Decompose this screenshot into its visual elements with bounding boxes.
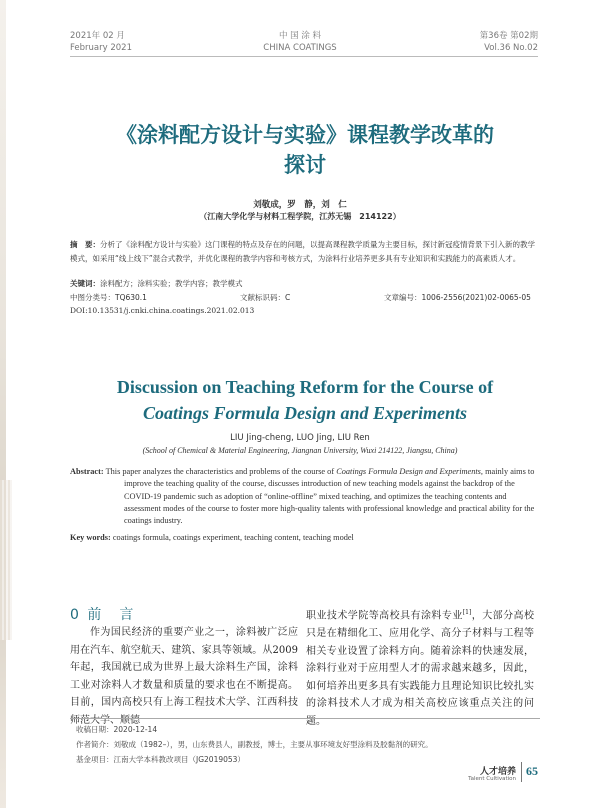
clc-number: 中图分类号：TQ630.1 [70,293,147,302]
footnote-author-bio: 作者简介：刘敬成（1982–），男，山东费县人，副教授，博士，主要从事环境友好型涂料及胶黏剂的研究。 [76,740,433,749]
citation-marker: [1] [462,609,472,616]
header-volume-en: Vol.36 No.02 [484,43,538,53]
body-right-text-after: ，大部分高校只是在精细化工、应用化学、高分子材料与工程等相关专业设置了涂料方向。随着涂料的快速发展，涂料行业对于应用型人才的需求越来越多，因此，如何培养出更多具有实践能力且理论知识比较扎实的涂料技术人才成为相关高校应该重点关注的问题。 [306,610,535,727]
page-edge-strip [0,0,6,808]
abstract-en-text-before: This paper analyzes the characteristics and problems of the course of [103,467,337,476]
document-code: 文献标识码：C [240,293,291,302]
keywords-cn [70,278,243,289]
keywords-en-text: coatings formula, coatings experiment, teaching content, teaching model [110,533,354,542]
article-title-en [70,374,540,426]
footnote-funding: 基金项目：江南大学本科教改项目（JG2019053） [76,755,245,764]
header-volume [480,30,538,54]
abstract-cn-text: 分析了《涂料配方设计与实验》这门课程的特点及存在的问题，以提高课程教学质量为主要目标，探讨新冠疫情背景下引入新的教学模式，如采用“线上线下”混合式教学，并优化课程的教学内容和考核方式，为涂料行业培养更多具有专业知识和实践能力的高素质人才。 [70,240,535,263]
affiliation-en: (School of Chemical & Material Engineering, Jiangnan University, Wuxi 214122, Jiangsu, China) [142,446,458,455]
keywords-cn-label: 关键词： [70,279,100,288]
header-volume-cn: 第36卷 第02期 [479,31,538,41]
header-date-cn: 2021年 02 月 [70,31,125,41]
footer-divider [521,762,522,782]
footer-section-label: 人才培养 [479,767,516,777]
authors-cn: 刘敬成，罗 静，刘 仁 [253,200,347,210]
footnote-received: 收稿日期：2020-12-14 [76,725,158,734]
header-rule [70,56,538,57]
page-edge-texture [0,480,12,640]
keywords-cn-text: 涂料配方；涂料实验；教学内容；教学模式 [100,279,243,288]
footer-section-label-en: Talent Cultivation [468,776,516,782]
doi: DOI:10.13531/j.cnki.china.coatings.2021.02.013 [70,306,255,315]
body-column-left: 作为国民经济的重要产业之一，涂料被广泛应用在汽车、航空航天、建筑、家具等领域。从2009年起，我国就已成为世界上最大涂料生产国，涂料工业对涂料人才数量和质量的要求也在不断提高。目前，国内高校只有上海工程技术大学、江西科技师范大学、顺德 [70,627,298,726]
article-title-cn-line1: 《涂料配方设计与实验》课程教学改革的 [116,123,494,147]
article-number: 文章编号：1006-2556(2021)02-0065-05 [384,293,531,302]
body-column-right [306,604,534,730]
abstract-en-text-after: , mainly aims to improve the teaching quality of the course, discusses introduction of new teaching models against the backdrop of the COVID-19 pandemic such as adoption of “online-offline” mixed teaching, and optimizes the teaching contents and assessment modes of the course to foster more high-quality talents with professional knowledge and practical ability for the coatings industry. [124,467,535,526]
header-journal-en: CHINA COATINGS [263,43,337,53]
article-title-cn [70,120,540,180]
page-number: 65 [526,764,538,778]
abstract-en [70,466,540,527]
abstract-en-label: Abstract: [70,467,104,476]
affiliation-cn: （江南大学化学与材料工程学院，江苏无锡 214122） [199,212,401,221]
article-title-en-line2: Coatings Formula Design and Experiments [142,403,468,423]
section-heading: 0 前 言 [70,607,136,623]
keywords-en [70,533,354,542]
abstract-cn-label: 摘 要： [70,240,100,249]
abstract-cn [70,238,540,266]
authors-en: LIU Jing-cheng, LUO Jing, LIU Ren [230,433,370,443]
header-date-en: February 2021 [70,43,132,53]
footnote-rule [70,718,540,719]
article-title-en-line1: Discussion on Teaching Reform for the Course of [116,377,494,397]
keywords-en-label: Key words: [70,533,111,542]
article-title-cn-line2: 探讨 [284,153,326,177]
header-journal-cn: 中 国 涂 料 [278,31,322,41]
body-right-text-before: 职业技术学院等高校具有涂料专业 [306,610,463,622]
abstract-en-course-name: Coatings Formula Design and Experiments [336,467,481,476]
